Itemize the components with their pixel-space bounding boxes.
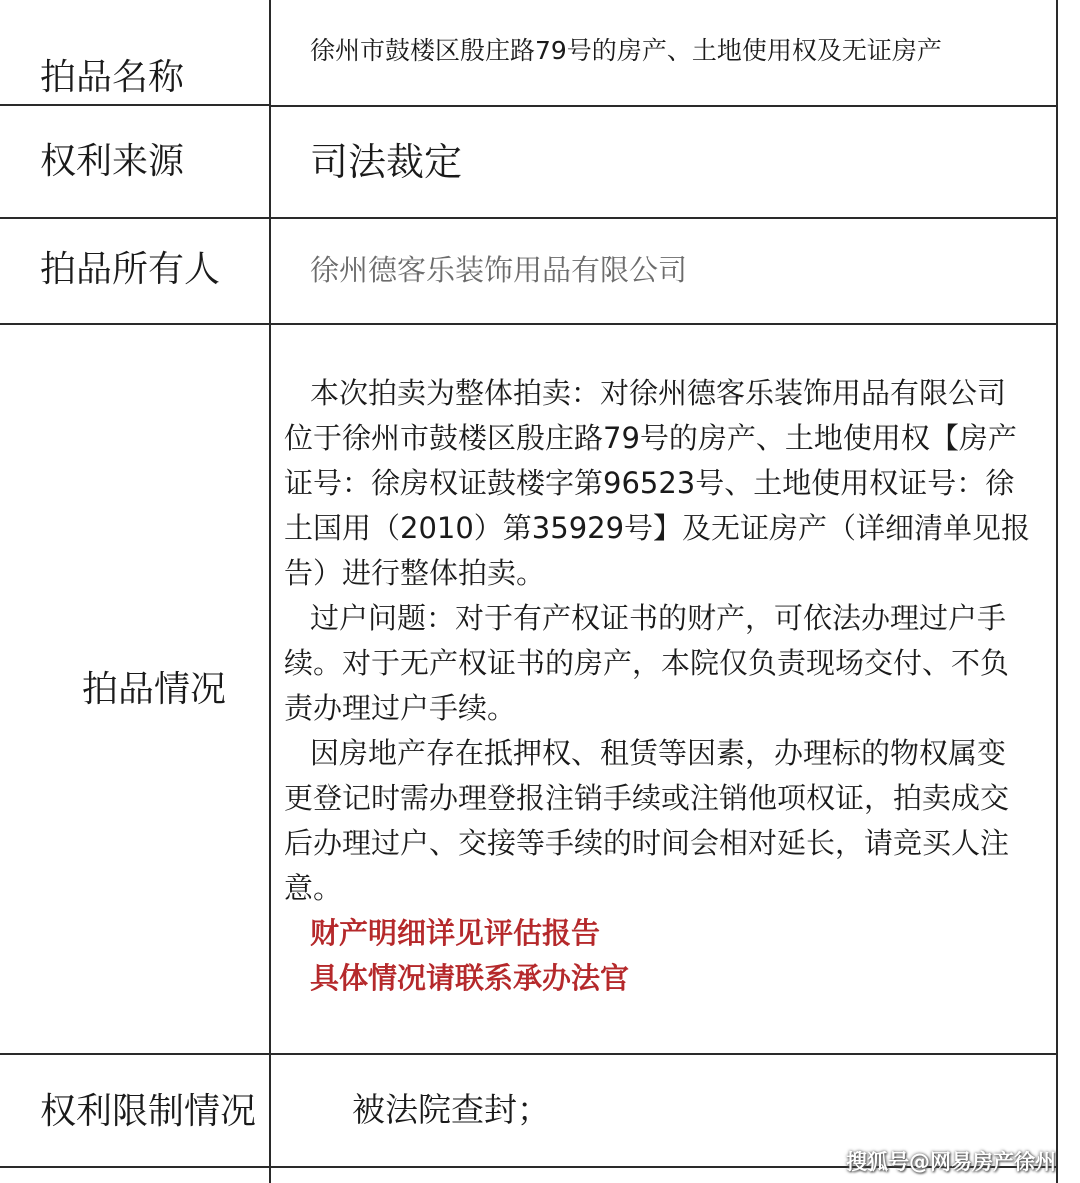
details-line: 续。对于无产权证书的房产，本院仅负责现场交付、不负 bbox=[284, 646, 1010, 680]
details-line: 位于徐州市鼓楼区殷庄路79号的房产、土地使用权【房产 bbox=[284, 421, 1017, 455]
row-label-rights-restriction: 权利限制情况 bbox=[40, 1091, 257, 1132]
rights-source-value: 司法裁定 bbox=[310, 140, 463, 184]
details-line: 过户问题：对于有产权证书的财产，可依法办理过户手 bbox=[310, 601, 1007, 635]
row-label-rights-source: 权利来源 bbox=[40, 141, 185, 182]
row-label-item-details: 拍品情况 bbox=[82, 669, 227, 710]
details-paragraph-mortgage bbox=[284, 731, 1044, 911]
details-line: 土国用（2010）第35929号】及无证房产（详细清单见报 bbox=[284, 511, 1031, 545]
table-border-left bbox=[269, 0, 271, 1183]
details-line: 本次拍卖为整体拍卖：对徐州德客乐装饰用品有限公司 bbox=[310, 376, 1007, 410]
watermark-logo: 搜狐号@网易房产徐州 bbox=[846, 1150, 1056, 1174]
details-line: 后办理过户、交接等手续的时间会相对延长，请竞买人注 bbox=[284, 826, 1010, 860]
row-divider bbox=[0, 104, 270, 106]
details-line: 责办理过户手续。 bbox=[284, 691, 517, 725]
table-border-right bbox=[1056, 0, 1058, 1183]
details-paragraph-transfer bbox=[284, 596, 1044, 731]
details-line: 意。 bbox=[284, 871, 343, 905]
details-line: 证号：徐房权证鼓楼字第96523号、土地使用权证号：徐 bbox=[284, 466, 1015, 500]
row-divider bbox=[0, 323, 1058, 325]
row-label-item-name: 拍品名称 bbox=[40, 57, 185, 98]
details-line: 更登记时需办理登报注销手续或注销他项权证，拍卖成交 bbox=[284, 781, 1010, 815]
row-divider bbox=[0, 1053, 1058, 1055]
notice-appraisal-report: 财产明细详见评估报告 bbox=[310, 916, 601, 950]
item-owner-value: 徐州德客乐装饰用品有限公司 bbox=[310, 253, 688, 287]
details-paragraph-sale bbox=[284, 371, 1044, 596]
details-line: 告）进行整体拍卖。 bbox=[284, 556, 546, 590]
rights-restriction-value: 被法院查封； bbox=[352, 1090, 550, 1129]
row-divider bbox=[0, 217, 1058, 219]
notice-contact-judge: 具体情况请联系承办法官 bbox=[310, 961, 630, 995]
details-line: 因房地产存在抵押权、租赁等因素，办理标的物权属变 bbox=[310, 736, 1007, 770]
item-name-value: 徐州市鼓楼区殷庄路79号的房产、土地使用权及无证房产 bbox=[310, 36, 942, 65]
row-label-item-owner: 拍品所有人 bbox=[40, 249, 221, 290]
row-divider bbox=[269, 105, 1058, 107]
